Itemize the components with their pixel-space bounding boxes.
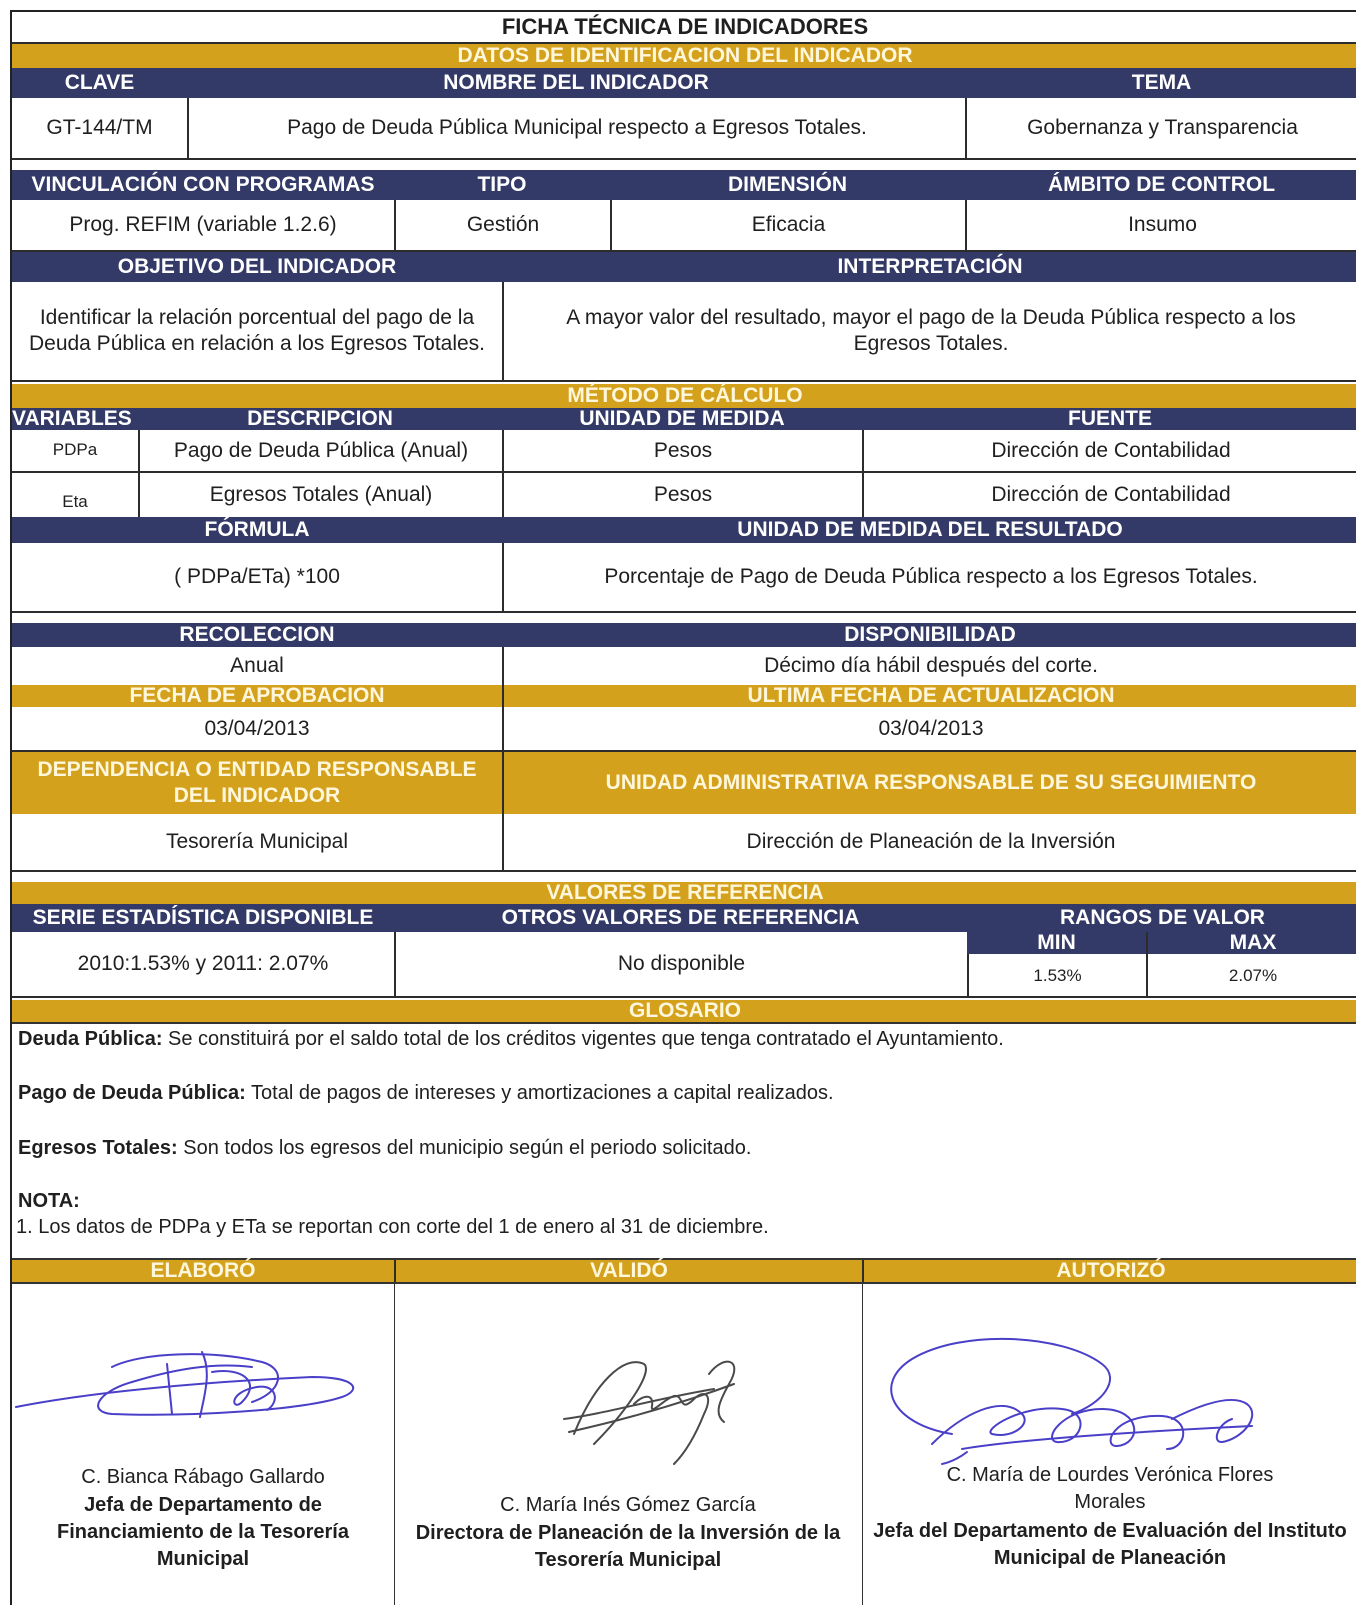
metodo-row: [12, 430, 1356, 473]
glosario-term: Egresos Totales:: [18, 1137, 178, 1159]
unidad-admin-label: UNIDAD ADMINISTRATIVA RESPONSABLE DE SU SEGUIMIENTO: [502, 752, 1356, 814]
fuente-value: Dirección de Contabilidad: [862, 430, 1356, 471]
signature-block-autorizo: [862, 1284, 1356, 1605]
variable-value: Eta: [62, 491, 88, 511]
disponibilidad-label: DISPONIBILIDAD: [844, 623, 1016, 647]
formula-labels-row: [12, 517, 1356, 543]
tipo-value: Gestión: [394, 200, 610, 250]
firmas-body: [12, 1282, 1356, 1605]
tipo-label: TIPO: [477, 173, 527, 197]
glosario-term: Deuda Pública:: [18, 1028, 163, 1050]
indicator-sheet: [10, 10, 1356, 1605]
objetivo-labels-row: [12, 252, 1356, 282]
unidad-admin-value: Dirección de Planeación de la Inversión: [502, 814, 1356, 870]
unidad-value: Pesos: [502, 430, 862, 471]
fecha-aprobacion-label: FECHA DE APROBACION: [129, 684, 385, 708]
valido-title: Directora de Planeación de la Inversión de la Tesorería Municipal: [415, 1522, 841, 1571]
metodo-labels-row: [12, 408, 1356, 430]
otros-label: OTROS VALORES DE REFERENCIA: [501, 906, 860, 930]
interpretacion-label: INTERPRETACIÓN: [837, 255, 1023, 279]
signature-block-elaboro: [12, 1284, 394, 1605]
autorizo-label: AUTORIZÓ: [862, 1260, 1356, 1282]
nota-text: 1. Los datos de PDPa y ETa se reportan con corte del 1 de enero al 31 de diciembre.: [16, 1216, 769, 1238]
metodo-header: MÉTODO DE CÁLCULO: [567, 384, 803, 408]
vinculacion-labels-row: [12, 170, 1356, 200]
dimension-value: Eficacia: [610, 200, 965, 250]
clave-label: CLAVE: [64, 71, 135, 95]
unidad-resultado-value: Porcentaje de Pago de Deuda Pública respecto a los Egresos Totales.: [502, 543, 1356, 611]
recoleccion-labels-row: [12, 623, 1356, 647]
recoleccion-values-row: [12, 647, 1356, 685]
interpretacion-value: A mayor valor del resultado, mayor el pago de la Deuda Pública respecto a los Egresos Totales.: [502, 282, 1356, 380]
formula-label: FÓRMULA: [204, 518, 310, 542]
unidad-value: Pesos: [502, 473, 862, 517]
vinculacion-value: Prog. REFIM (variable 1.2.6): [69, 213, 337, 237]
nombre-label: NOMBRE DEL INDICADOR: [443, 71, 709, 95]
variables-label: VARIABLES: [12, 407, 132, 431]
objetivo-values-row: [12, 282, 1356, 382]
fechas-values-row: [12, 707, 1356, 752]
max-value: 2.07%: [1146, 954, 1356, 998]
formula-value: ( PDPa/ETa) *100: [174, 565, 340, 589]
glosario-header-row: [12, 1000, 1356, 1022]
identificacion-values-row: [12, 98, 1356, 160]
metodo-header-row: [12, 384, 1356, 408]
signature-autorizo: [872, 1324, 1292, 1474]
glosario-definition: Total de pagos de intereses y amortizaciones a capital realizados.: [245, 1082, 834, 1104]
recoleccion-label: RECOLECCION: [179, 623, 335, 647]
metodo-row: [12, 473, 1356, 517]
objetivo-label: OBJETIVO DEL INDICADOR: [117, 255, 397, 279]
spacer: [12, 160, 1356, 170]
min-value: 1.53%: [967, 954, 1146, 998]
ultima-fecha-label: ULTIMA FECHA DE ACTUALIZACION: [502, 685, 1356, 707]
elaboro-name: C. Bianca Rábago Gallardo: [81, 1466, 325, 1488]
referencia-header-row: [12, 882, 1356, 904]
identificacion-labels-row: [12, 68, 1356, 98]
valido-name: C. María Inés Gómez García: [500, 1494, 756, 1516]
otros-value: No disponible: [394, 932, 967, 996]
dependencia-value: Tesorería Municipal: [165, 830, 349, 854]
glosario-item: [18, 1028, 1004, 1051]
fechas-labels-row: [12, 685, 1356, 707]
identificacion-header: DATOS DE IDENTIFICACION DEL INDICADOR: [457, 44, 913, 68]
objetivo-value: Identificar la relación porcentual del pago de la Deuda Pública en relación a los Egresos Totales.: [28, 306, 486, 355]
glosario-body: [12, 1022, 1356, 1254]
title-row: [12, 12, 1356, 44]
rangos-label: RANGOS DE VALOR: [1060, 906, 1265, 930]
serie-value: 2010:1.53% y 2011: 2.07%: [77, 952, 329, 976]
identificacion-header-row: [12, 44, 1356, 68]
glosario-item: [18, 1082, 834, 1105]
nombre-value: Pago de Deuda Pública Municipal respecto a Egresos Totales.: [187, 98, 965, 158]
glosario-definition: Son todos los egresos del municipio según el periodo solicitado.: [177, 1137, 752, 1159]
min-label: MIN: [967, 932, 1146, 954]
tema-value: Gobernanza y Transparencia: [965, 98, 1356, 158]
referencia-header: VALORES DE REFERENCIA: [546, 881, 824, 905]
descripcion-value: Egresos Totales (Anual): [138, 473, 502, 517]
disponibilidad-value: Décimo día hábil después del corte.: [502, 647, 1356, 685]
autorizo-name: C. María de Lourdes Verónica Flores Morales: [946, 1464, 1274, 1513]
fecha-aprobacion-value: 03/04/2013: [204, 716, 310, 740]
glosario-term: Pago de Deuda Pública:: [18, 1082, 246, 1104]
fuente-label: FUENTE: [1068, 407, 1152, 431]
signature-valido: [534, 1344, 754, 1474]
descripcion-label: DESCRIPCION: [247, 407, 393, 431]
unidad-label: UNIDAD DE MEDIDA: [579, 407, 785, 431]
firmas-header-row: [12, 1258, 1356, 1282]
nota-label: NOTA:: [18, 1190, 80, 1212]
ultima-fecha-value: 03/04/2013: [502, 707, 1356, 750]
recoleccion-value: Anual: [230, 654, 284, 678]
ambito-label: ÁMBITO DE CONTROL: [1047, 173, 1276, 197]
glosario-item: [18, 1137, 751, 1160]
referencia-values-row: [12, 932, 1356, 998]
descripcion-value: Pago de Deuda Pública (Anual): [138, 430, 502, 471]
elaboro-label: ELABORÓ: [150, 1259, 256, 1283]
dimension-label: DIMENSIÓN: [727, 173, 847, 197]
responsables-labels-row: [12, 752, 1356, 814]
autorizo-title: Jefa del Departamento de Evaluación del Instituto Municipal de Planeación: [873, 1520, 1347, 1569]
variable-value: PDPa: [52, 440, 98, 460]
unidad-resultado-label: UNIDAD DE MEDIDA DEL RESULTADO: [737, 518, 1123, 542]
glosario-header: GLOSARIO: [628, 999, 741, 1023]
responsables-values-row: [12, 814, 1356, 872]
referencia-labels-row: [12, 904, 1356, 932]
vinculacion-label: VINCULACIÓN CON PROGRAMAS: [31, 173, 375, 197]
max-label: MAX: [1146, 932, 1356, 954]
formula-values-row: [12, 543, 1356, 613]
signature-elaboro: [12, 1322, 394, 1422]
ambito-value: Insumo: [965, 200, 1356, 250]
tema-label: TEMA: [1131, 71, 1192, 95]
serie-label: SERIE ESTADÍSTICA DISPONIBLE: [32, 906, 374, 930]
fuente-value: Dirección de Contabilidad: [862, 473, 1356, 517]
dependencia-label: DEPENDENCIA O ENTIDAD RESPONSABLE DEL INDICADOR: [37, 758, 477, 807]
glosario-definition: Se constituirá por el saldo total de los créditos vigentes que tenga contratado el Ayuntamiento.: [162, 1028, 1004, 1050]
clave-value: GT-144/TM: [46, 116, 153, 140]
page-title: FICHA TÉCNICA DE INDICADORES: [501, 13, 869, 39]
valido-label: VALIDÓ: [394, 1260, 862, 1282]
signature-block-valido: [394, 1284, 862, 1605]
elaboro-title: Jefa de Departamento de Financiamiento de la Tesorería Municipal: [57, 1494, 349, 1570]
vinculacion-values-row: [12, 200, 1356, 252]
